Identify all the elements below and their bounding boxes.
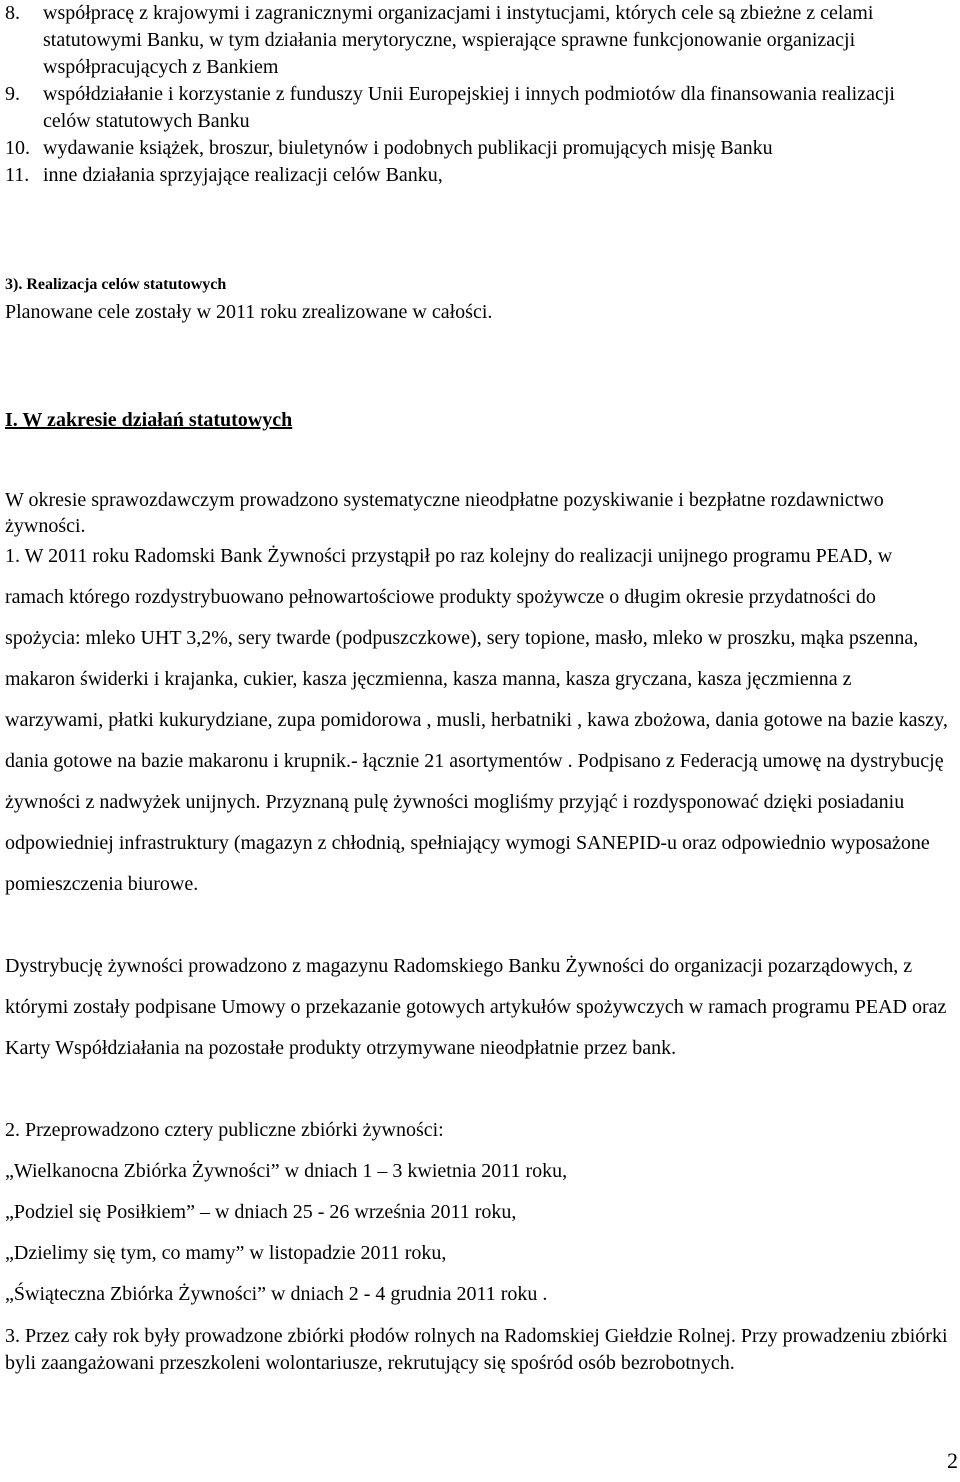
list-item xyxy=(0,0,960,81)
paragraph-4: 3. Przez cały rok były prowadzone zbiórki płodów rolnych na Radomskiej Giełdzie Rolnej. Przy prowadzeniu zbiórki byli zaangażowani przeszkoleni wolontariusze, rekrutujący się spośród osób bezrobotnych. xyxy=(5,1325,948,1374)
collection-item: „Świąteczna Zbiórka Żywności” w dniach 2 - 4 grudnia 2011 roku . xyxy=(5,1283,548,1305)
page-number: 2 xyxy=(947,1448,958,1473)
collections-list xyxy=(5,1151,950,1315)
paragraph-3: 2. Przeprowadzono cztery publiczne zbiórki żywności: xyxy=(5,1119,444,1141)
paragraph-1: 1. W 2011 roku Radomski Bank Żywności przystąpił po raz kolejny do realizacji unijnego programu PEAD, w ramach którego rozdystrybuowano pełnowartościowe produkty spożywcze o długim okresie przydatności do spożycia: mleko UHT 3,2%, sery twarde (podpuszczkowe), sery topione, masło, mleko w proszku, mąka pszenna, makaron świderki i krajanka, cukier, kasza jęczmienna, kasza manna, kasza gryczana, kasza jęczmienna z warzywami, płatki kukurydziane, zupa pomidorowa , musli, herbatniki , kawa zbożowa, dania gotowe na bazie kaszy, dania gotowe na bazie makaronu i krupnik.- łącznie 21 asortymentów . Podpisano z Federacją umowę na dystrybucję żywności z nadwyżek unijnych. Przyznaną pulę żywności mogliśmy przyjąć i rozdysponować dzięki posiadaniu odpowiedniej infrastruktury (magazyn z chłodnią, spełniający wymogi SANEPID-u oraz odpowiednio wyposażone pomieszczenia biurowe. xyxy=(5,545,948,895)
list-item xyxy=(0,81,960,135)
list-item xyxy=(0,135,960,162)
collection-item: „Podziel się Posiłkiem” – w dniach 25 - 26 września 2011 roku, xyxy=(5,1201,517,1223)
section-3-heading: 3). Realizacja celów statutowych xyxy=(5,276,227,293)
statutory-goals-list xyxy=(0,0,960,189)
list-item-number: 9. xyxy=(5,83,20,105)
paragraph-2: Dystrybucję żywności prowadzono z magazynu Radomskiego Banku Żywności do organizacji pozarządowych, z którymi zostały podpisane Umowy o przekazanie gotowych artykułów spożywczych w ramach programu PEAD oraz Karty Współdziałania na pozostałe produkty otrzymywane nieodpłatnie przez bank. xyxy=(5,955,947,1059)
list-item-number: 10. xyxy=(5,137,30,159)
section-3-text: Planowane cele zostały w 2011 roku zrealizowane w całości. xyxy=(5,301,493,323)
list-item-number: 11. xyxy=(5,164,30,186)
section-I-intro: W okresie sprawozdawczym prowadzono systematyczne nieodpłatne pozyskiwanie i bezpłatne rozdawnictwo żywności. xyxy=(5,489,884,537)
list-item-number: 8. xyxy=(5,2,20,24)
list-item xyxy=(0,162,960,189)
collection-item: „Dzielimy się tym, co mamy” w listopadzie 2011 roku, xyxy=(5,1242,447,1264)
section-I-heading: I. W zakresie działań statutowych xyxy=(5,409,293,431)
list-item-text: wydawanie książek, broszur, biuletynów i podobnych publikacji promujących misję Banku xyxy=(43,137,773,159)
collection-item: „Wielkanocna Zbiórka Żywności” w dniach 1 – 3 kwietnia 2011 roku, xyxy=(5,1160,568,1182)
list-item-text: współpracę z krajowymi i zagranicznymi organizacjami i instytucjami, których cele są zbieżne z celami statutowymi Banku, w tym działania merytoryczne, wspierające sprawne funkcjonowanie organizacji współpracujących z Bankiem xyxy=(43,2,874,78)
list-item-text: inne działania sprzyjające realizacji celów Banku, xyxy=(43,164,443,186)
list-item-text: współdziałanie i korzystanie z funduszy Unii Europejskiej i innych podmiotów dla finansowania realizacji celów statutowych Banku xyxy=(43,83,895,132)
